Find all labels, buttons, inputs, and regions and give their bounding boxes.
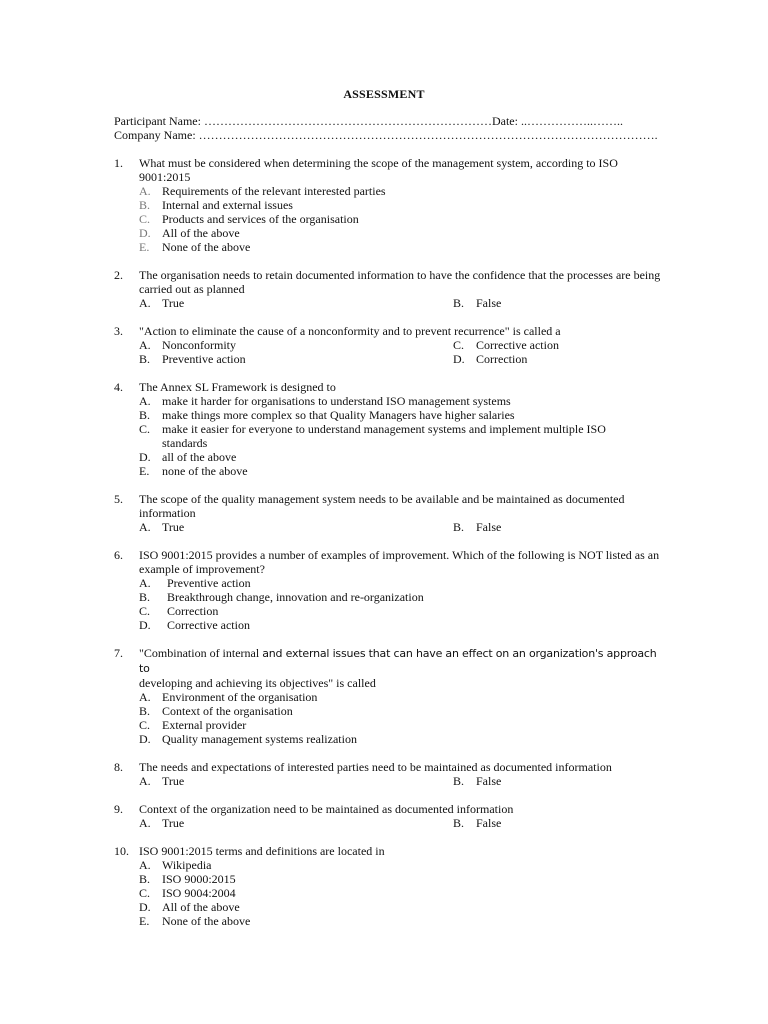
question-number: 10. — [114, 844, 129, 858]
option-letter: A. — [139, 690, 151, 704]
option-e — [139, 914, 674, 928]
option-text: Nonconformity — [162, 338, 236, 352]
option-c — [139, 886, 674, 900]
option-b — [139, 704, 674, 718]
question-10 — [114, 844, 674, 928]
option-letter — [139, 436, 162, 450]
option-letter: D. — [139, 226, 151, 240]
question-9 — [114, 802, 674, 830]
question-text-part: developing and achieving its objectives" is called — [139, 676, 376, 690]
question-4 — [114, 380, 674, 478]
option-text: True — [162, 816, 185, 830]
question-7 — [114, 646, 674, 746]
option-text: Correction — [476, 352, 528, 366]
option-d — [139, 618, 674, 632]
option-letter: D. — [139, 900, 151, 914]
option-letter: A. — [139, 520, 151, 534]
option-letter: B. — [139, 408, 151, 422]
option-text: Environment of the organisation — [162, 690, 318, 704]
option-letter: B. — [139, 352, 151, 366]
option-c — [139, 718, 674, 732]
option-letter: B. — [453, 520, 465, 534]
option-letter: A. — [139, 338, 151, 352]
option-letter: E. — [139, 240, 150, 254]
option-b — [453, 520, 653, 534]
question-6 — [114, 548, 674, 632]
option-b — [139, 198, 674, 212]
question-number: 7. — [114, 646, 123, 660]
option-text: make things more complex so that Quality Managers have higher salaries — [162, 408, 515, 422]
participant-fields — [114, 114, 674, 142]
option-text: Preventive action — [162, 352, 246, 366]
option-text: False — [476, 816, 502, 830]
option-text: Corrective action — [476, 338, 559, 352]
option-letter: C. — [139, 604, 151, 618]
option-b — [139, 872, 674, 886]
company-name-line: Company Name: ……………………………………………………………………………………………………. — [114, 128, 658, 142]
option-letter: A. — [139, 184, 151, 198]
option-a — [139, 816, 453, 830]
option-text: True — [162, 296, 185, 310]
participant-name-date-line: Participant Name: ………………………………………………………………Date: ..……………..…….. — [114, 114, 623, 128]
option-d — [139, 450, 674, 464]
question-text-part: and external issues that can have an effect on an organization's approach to — [139, 647, 657, 675]
option-letter: A. — [139, 816, 151, 830]
option-letter: C. — [139, 212, 151, 226]
question-text: ISO 9001:2015 provides a number of examples of improvement. Which of the following is NOT listed as an example of improvement? — [139, 548, 660, 576]
option-letter: B. — [139, 872, 151, 886]
option-b — [139, 352, 453, 366]
question-number: 6. — [114, 548, 123, 562]
option-text: none of the above — [162, 464, 248, 478]
option-text: False — [476, 296, 502, 310]
question-number: 5. — [114, 492, 123, 506]
option-letter: A. — [139, 576, 151, 590]
option-letter: A. — [139, 394, 151, 408]
question-text — [139, 646, 669, 690]
option-a — [139, 338, 453, 352]
option-letter: E. — [139, 914, 150, 928]
question-text-part: "Combination of internal — [139, 646, 263, 660]
option-text: Quality management systems realization — [162, 732, 357, 746]
option-letter: D. — [453, 352, 465, 366]
option-text: make it harder for organisations to understand ISO management systems — [162, 394, 511, 408]
option-letter: C. — [139, 718, 151, 732]
question-text: The Annex SL Framework is designed to — [139, 380, 336, 394]
question-8 — [114, 760, 674, 788]
option-letter: D. — [139, 732, 151, 746]
option-letter: A. — [139, 858, 151, 872]
option-text: Internal and external issues — [162, 198, 293, 212]
question-text: "Action to eliminate the cause of a nonconformity and to prevent recurrence" is called a — [139, 324, 561, 338]
option-text: ISO 9004:2004 — [162, 886, 236, 900]
option-a — [139, 690, 674, 704]
option-b — [139, 408, 674, 422]
option-b — [453, 816, 653, 830]
question-number: 4. — [114, 380, 123, 394]
option-text: False — [476, 774, 502, 788]
option-text: Products and services of the organisation — [162, 212, 359, 226]
option-text: All of the above — [162, 900, 240, 914]
option-a — [139, 520, 453, 534]
option-a — [139, 394, 674, 408]
option-d — [139, 732, 674, 746]
option-text: standards — [162, 436, 208, 450]
option-letter: B. — [139, 198, 151, 212]
option-text: All of the above — [162, 226, 240, 240]
question-number: 8. — [114, 760, 123, 774]
question-number: 3. — [114, 324, 123, 338]
question-number: 2. — [114, 268, 123, 282]
option-a — [139, 296, 453, 310]
option-text: all of the above — [162, 450, 237, 464]
question-text: The organisation needs to retain documented information to have the confidence that the processes are being carried out as planned — [139, 268, 661, 296]
page-title: ASSESSMENT — [343, 87, 425, 101]
question-text: Context of the organization need to be maintained as documented information — [139, 802, 514, 816]
option-b — [139, 590, 674, 604]
question-text: The needs and expectations of interested parties need to be maintained as documented information — [139, 760, 612, 774]
question-text: What must be considered when determining the scope of the management system, according to ISO 9001:2015 — [139, 156, 618, 184]
option-letter: E. — [139, 464, 150, 478]
question-3 — [114, 324, 674, 366]
option-d — [453, 352, 653, 366]
option-a — [139, 858, 674, 872]
question-text: The scope of the quality management system needs to be available and be maintained as documented information — [139, 492, 625, 520]
option-letter: B. — [453, 774, 465, 788]
option-e — [139, 464, 674, 478]
option-letter: B. — [453, 296, 465, 310]
question-1 — [114, 156, 674, 254]
option-letter: D. — [139, 618, 151, 632]
option-text: make it easier for everyone to understand management systems and implement multiple ISO — [162, 422, 606, 436]
option-text: Corrective action — [167, 618, 250, 632]
option-letter: B. — [139, 590, 151, 604]
option-c — [139, 422, 674, 436]
option-letter: C. — [139, 886, 151, 900]
option-d — [139, 900, 674, 914]
option-letter: A. — [139, 296, 151, 310]
question-5 — [114, 492, 674, 534]
option-a — [139, 184, 674, 198]
option-b — [453, 774, 653, 788]
question-number: 1. — [114, 156, 123, 170]
option-letter: B. — [139, 704, 151, 718]
option-c-continued — [139, 436, 674, 450]
option-text: Wikipedia — [162, 858, 212, 872]
option-text: Breakthrough change, innovation and re-organization — [167, 590, 424, 604]
option-text: External provider — [162, 718, 247, 732]
option-text: None of the above — [162, 240, 251, 254]
option-letter: C. — [453, 338, 465, 352]
option-a — [139, 576, 674, 590]
question-2 — [114, 268, 674, 310]
option-letter: D. — [139, 450, 151, 464]
question-text: ISO 9001:2015 terms and definitions are located in — [139, 844, 385, 858]
option-c — [139, 212, 674, 226]
option-letter: C. — [139, 422, 151, 436]
question-number: 9. — [114, 802, 123, 816]
option-text: Requirements of the relevant interested parties — [162, 184, 386, 198]
option-text: False — [476, 520, 502, 534]
option-text: True — [162, 520, 185, 534]
option-text: Preventive action — [167, 576, 251, 590]
option-text: True — [162, 774, 185, 788]
option-letter: B. — [453, 816, 465, 830]
option-d — [139, 226, 674, 240]
question-list — [114, 156, 674, 942]
option-text: None of the above — [162, 914, 251, 928]
option-b — [453, 296, 653, 310]
option-letter: A. — [139, 774, 151, 788]
option-a — [139, 774, 453, 788]
option-text: ISO 9000:2015 — [162, 872, 236, 886]
option-text: Context of the organisation — [162, 704, 293, 718]
option-c — [453, 338, 653, 352]
option-e — [139, 240, 674, 254]
option-text: Correction — [167, 604, 219, 618]
option-c — [139, 604, 674, 618]
